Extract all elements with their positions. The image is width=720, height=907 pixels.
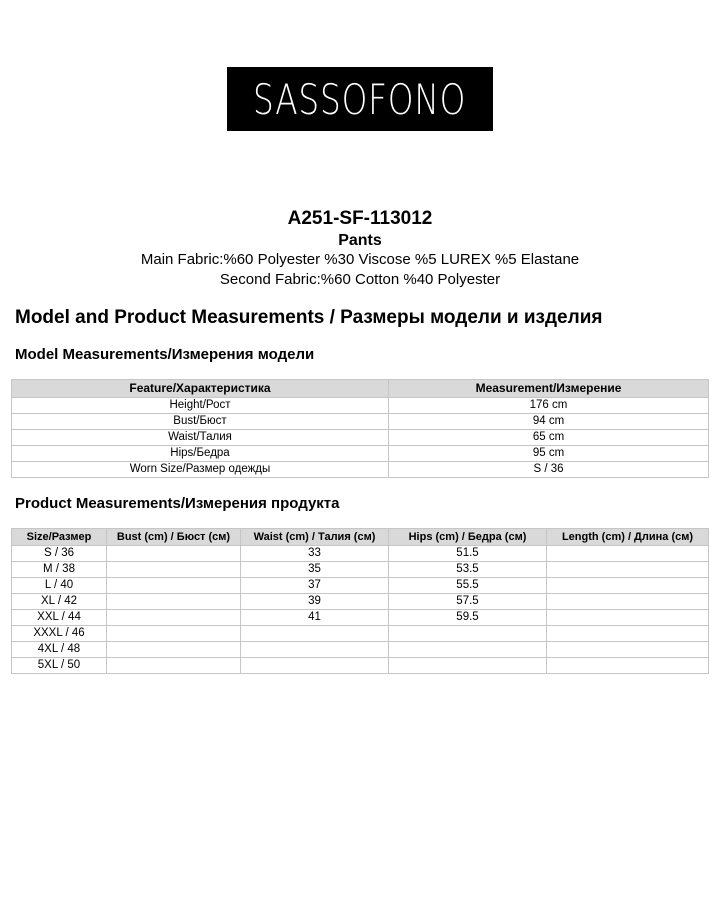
table-cell	[107, 578, 241, 594]
table-row	[12, 610, 709, 626]
table-row	[12, 562, 709, 578]
table-cell	[241, 658, 389, 674]
table-cell: XXXL / 46	[12, 626, 107, 642]
table-cell: 5XL / 50	[12, 658, 107, 674]
table-cell: 65 cm	[389, 430, 709, 446]
table-header-row	[12, 380, 709, 398]
table-cell: Height/Рост	[12, 398, 389, 414]
table-cell: Worn Size/Размер одежды	[12, 462, 389, 478]
table-cell: 95 cm	[389, 446, 709, 462]
table-cell: Bust/Бюст	[12, 414, 389, 430]
table-cell: 53.5	[389, 562, 547, 578]
brand-logo-text: SASSOFONO	[253, 74, 467, 124]
table-row	[12, 398, 709, 414]
table-cell: 33	[241, 546, 389, 562]
product-measurements-table	[11, 528, 709, 674]
main-fabric: Main Fabric:%60 Polyester %30 Viscose %5 LUREX %5 Elastane	[140, 251, 580, 268]
table-cell: 39	[241, 594, 389, 610]
table-cell	[107, 594, 241, 610]
model-measurements-title: Model Measurements/Измерения модели	[15, 346, 315, 363]
table-cell: 37	[241, 578, 389, 594]
table-cell	[389, 642, 547, 658]
table-cell: XXL / 44	[12, 610, 107, 626]
table-row	[12, 642, 709, 658]
table-cell: 94 cm	[389, 414, 709, 430]
table-row	[12, 658, 709, 674]
table-cell	[547, 594, 709, 610]
table-cell: S / 36	[12, 546, 107, 562]
table-cell: 176 cm	[389, 398, 709, 414]
product-code: A251-SF-113012	[287, 208, 433, 229]
column-header: Feature/Характеристика	[12, 380, 389, 398]
table-cell	[547, 578, 709, 594]
model-measurements-table	[11, 379, 709, 478]
table-cell	[547, 642, 709, 658]
column-header: Bust (cm) / Бюст (см)	[107, 529, 241, 546]
table-cell	[241, 642, 389, 658]
table-cell	[547, 562, 709, 578]
table-cell: XL / 42	[12, 594, 107, 610]
table-cell: Waist/Талия	[12, 430, 389, 446]
column-header: Measurement/Измерение	[389, 380, 709, 398]
table-cell	[547, 546, 709, 562]
table-cell	[547, 610, 709, 626]
table-cell	[107, 610, 241, 626]
product-type: Pants	[338, 232, 382, 249]
table-row	[12, 626, 709, 642]
table-cell	[107, 626, 241, 642]
table-row	[12, 430, 709, 446]
table-cell	[389, 626, 547, 642]
column-header: Hips (cm) / Бедра (см)	[389, 529, 547, 546]
table-row	[12, 414, 709, 430]
table-cell	[547, 658, 709, 674]
table-cell	[107, 546, 241, 562]
table-cell: 4XL / 48	[12, 642, 107, 658]
section-title: Model and Product Measurements / Размеры модели и изделия	[15, 307, 603, 328]
table-cell: 55.5	[389, 578, 547, 594]
table-cell: 57.5	[389, 594, 547, 610]
table-cell	[241, 626, 389, 642]
table-cell: S / 36	[389, 462, 709, 478]
table-row	[12, 546, 709, 562]
table-header-row	[12, 529, 709, 546]
brand-logo	[227, 67, 493, 131]
table-cell: M / 38	[12, 562, 107, 578]
table-row	[12, 578, 709, 594]
table-cell	[547, 626, 709, 642]
table-cell: 41	[241, 610, 389, 626]
column-header: Waist (cm) / Талия (см)	[241, 529, 389, 546]
second-fabric: Second Fabric:%60 Cotton %40 Polyester	[219, 271, 501, 288]
table-cell	[107, 658, 241, 674]
table-cell	[389, 658, 547, 674]
column-header: Length (cm) / Длина (см)	[547, 529, 709, 546]
table-row	[12, 446, 709, 462]
table-cell: Hips/Бедра	[12, 446, 389, 462]
table-cell: 59.5	[389, 610, 547, 626]
table-cell: 51.5	[389, 546, 547, 562]
table-row	[12, 594, 709, 610]
table-row	[12, 462, 709, 478]
table-cell: L / 40	[12, 578, 107, 594]
table-cell	[107, 562, 241, 578]
table-cell: 35	[241, 562, 389, 578]
table-cell	[107, 642, 241, 658]
column-header: Size/Размер	[12, 529, 107, 546]
product-measurements-title: Product Measurements/Измерения продукта	[15, 495, 340, 512]
